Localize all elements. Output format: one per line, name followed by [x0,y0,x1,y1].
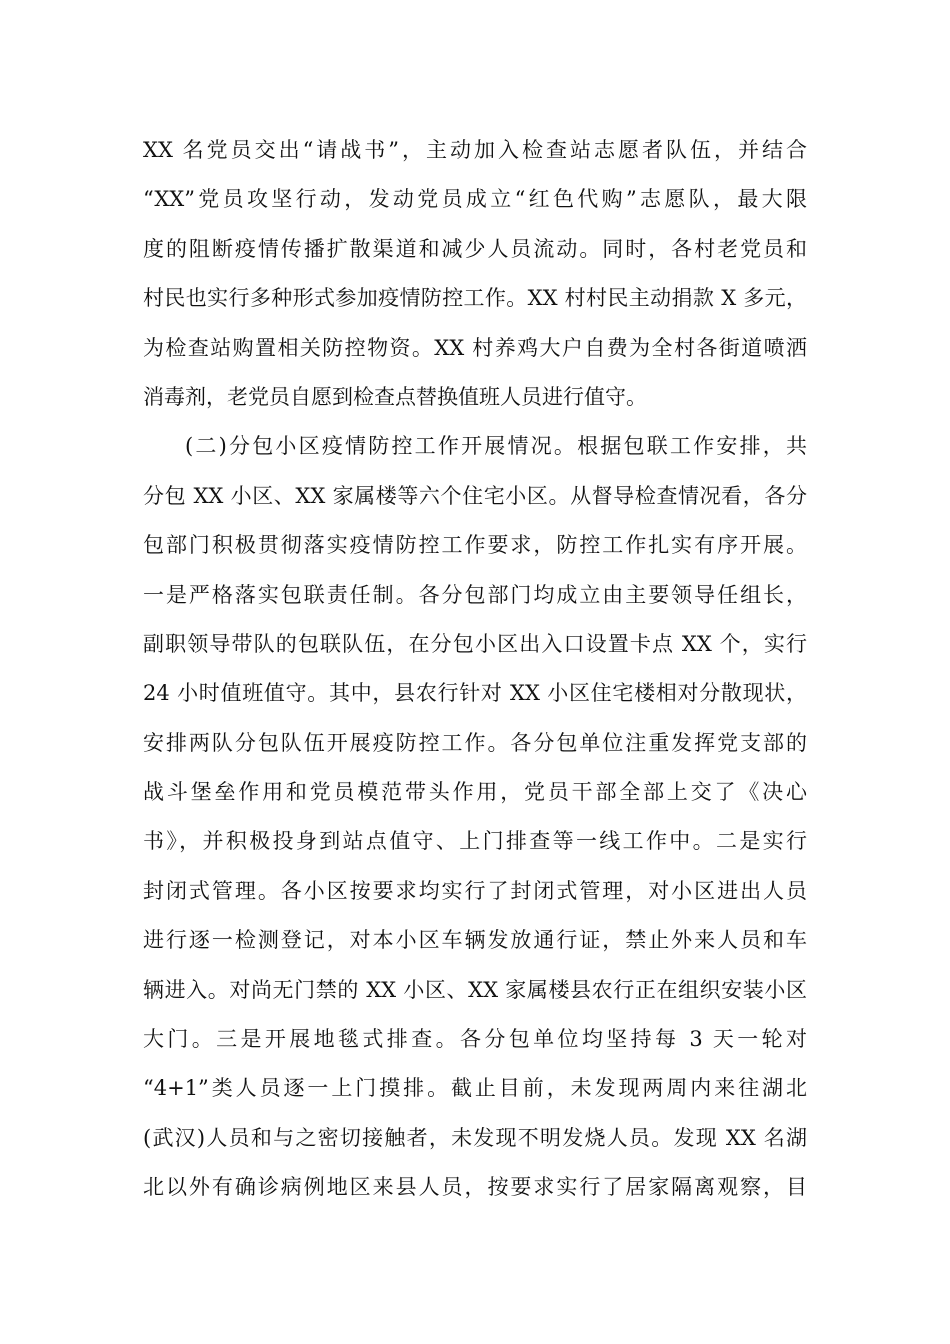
text-line: “XX”党员攻坚行动，发动党员成立“红色代购”志愿队，最大限 [143,187,807,212]
text-line: (武汉)人员和与之密切接触者，未发现不明发烧人员。发现 XX 名湖 [143,1125,807,1150]
section-heading-line: (二)分包小区疫情防控工作开展情况。根据包联工作安排，共 [185,434,807,459]
document-body [143,126,807,1213]
text-line: 战斗堡垒作用和党员模范带头作用，党员干部全部上交了《决心 [143,780,807,805]
text-line: 村民也实行多种形式参加疫情防控工作。XX 村村民主动捐款 X 多元， [143,286,807,311]
text-line: XX 名党员交出“请战书”，主动加入检查站志愿者队伍，并结合 [143,138,807,162]
text-line: 封闭式管理。各小区按要求均实行了封闭式管理，对小区进出人员 [143,878,807,903]
text-line: 书》，并积极投身到站点值守、上门排查等一线工作中。二是实行 [143,829,807,854]
text-line: 北以外有确诊病例地区来县人员，按要求实行了居家隔离观察，目 [143,1175,807,1200]
text-line: 大门。三是开展地毯式排查。各分包单位均坚持每 3 天一轮对 [143,1027,807,1052]
text-line: 24 小时值班值守。其中，县农行针对 XX 小区住宅楼相对分散现状， [143,681,807,706]
text-line: 安排两队分包队伍开展疫防控工作。各分包单位注重发挥党支部的 [143,730,807,755]
text-line: 副职领导带队的包联队伍，在分包小区出入口设置卡点 XX 个，实行 [143,631,807,656]
text-line: 为检查站购置相关防控物资。XX 村养鸡大户自费为全村各街道喷洒 [143,335,807,360]
text-line: “4+1”类人员逐一上门摸排。截止目前，未发现两周内来往湖北 [143,1076,807,1101]
text-line: 度的阻断疫情传播扩散渠道和减少人员流动。同时，各村老党员和 [143,236,807,261]
text-line: 进行逐一检测登记，对本小区车辆发放通行证，禁止外来人员和车 [143,928,807,953]
text-line: 消毒剂，老党员自愿到检查点替换值班人员进行值守。 [143,384,647,409]
text-line: 包部门积极贯彻落实疫情防控工作要求，防控工作扎实有序开展。 [143,533,807,558]
text-line: 分包 XX 小区、XX 家属楼等六个住宅小区。从督导检查情况看，各分 [143,483,807,508]
text-line: 一是严格落实包联责任制。各分包部门均成立由主要领导任组长， [143,582,807,607]
text-line: 辆进入。对尚无门禁的 XX 小区、XX 家属楼县农行正在组织安装小区 [143,977,807,1002]
